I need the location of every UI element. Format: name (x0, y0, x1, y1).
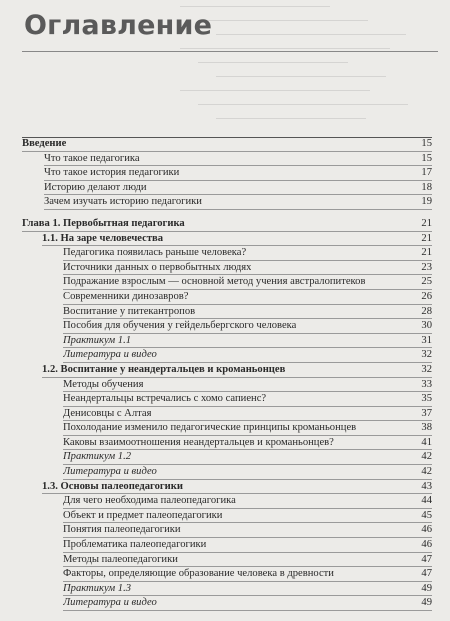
toc-entry-page: 21 (421, 232, 432, 244)
toc-entry-page: 38 (421, 422, 432, 434)
toc-entry-sub[interactable] (0, 232, 450, 247)
toc-entry-subitem[interactable] (0, 261, 450, 276)
toc-entry-subitem[interactable] (0, 378, 450, 393)
toc-entry-page: 30 (421, 320, 432, 332)
toc-entry-label: 1.1. На заре человечества (42, 232, 164, 244)
toc-entry-page: 44 (421, 495, 432, 507)
toc-entry-label: Практикум 1.1 (63, 334, 132, 346)
toc-entry-page: 45 (421, 509, 432, 521)
toc-entry-subitem[interactable] (0, 334, 450, 349)
toc-entry-page: 47 (421, 568, 432, 580)
toc-entry-label: 1.3. Основы палеопедагогики (42, 480, 183, 492)
toc-entry-subitem[interactable] (0, 523, 450, 538)
toc-entry-page: 18 (421, 181, 432, 193)
toc-entry-label: Что такое педагогика (44, 152, 140, 164)
toc-entry-section[interactable] (0, 137, 450, 152)
toc-entry-page: 19 (421, 196, 432, 208)
toc-entry-page: 49 (421, 597, 432, 609)
toc-entry-subitem[interactable] (0, 392, 450, 407)
toc-row-rule (44, 209, 432, 210)
bleed-through-line (180, 6, 330, 7)
toc-entry-page: 26 (421, 290, 432, 302)
toc-entry-item[interactable] (0, 195, 450, 210)
bleed-through-line (216, 76, 386, 77)
toc-entry-label: Подражание взрослым — основной метод учения австралопитеков (63, 276, 366, 288)
toc-entry-label: Для чего необходима палеопедагогика (63, 495, 236, 507)
toc-top-rule (22, 137, 432, 138)
toc-entry-label: Литература и видео (63, 597, 157, 609)
toc-entry-subitem[interactable] (0, 538, 450, 553)
toc-entry-subitem[interactable] (0, 465, 450, 480)
toc-entry-page: 15 (421, 152, 432, 164)
toc-entry-page: 25 (421, 276, 432, 288)
toc-entry-label: Современники динозавров? (63, 290, 189, 302)
toc-entry-sub[interactable] (0, 480, 450, 495)
toc-entry-item[interactable] (0, 152, 450, 167)
toc-gap (0, 210, 450, 217)
toc-entry-page: 23 (421, 261, 432, 273)
toc-entry-subitem[interactable] (0, 436, 450, 451)
toc-entry-subitem[interactable] (0, 494, 450, 509)
toc-entry-page: 15 (421, 138, 432, 149)
toc-entry-page: 21 (421, 247, 432, 259)
toc-entry-subitem[interactable] (0, 509, 450, 524)
toc-entry-label: Проблематика палеопедагогики (63, 539, 207, 551)
toc-entry-subitem[interactable] (0, 319, 450, 334)
toc-entry-subitem[interactable] (0, 275, 450, 290)
toc-entry-subitem[interactable] (0, 582, 450, 597)
bleed-through-line (198, 104, 408, 105)
toc-entry-label: Пособия для обучения у гейдельбергского человека (63, 320, 297, 332)
toc-entry-label: Объект и предмет палеопедагогики (63, 509, 223, 521)
toc-entry-label: Что такое история педагогики (44, 167, 180, 179)
toc-entry-item[interactable] (0, 166, 450, 181)
toc-entry-sub[interactable] (0, 363, 450, 378)
toc-entry-subitem[interactable] (0, 421, 450, 436)
toc-entry-label: Похолодание изменило педагогические принципы кроманьонцев (63, 422, 357, 434)
bleed-through-line (216, 118, 366, 119)
toc-entry-page: 33 (421, 378, 432, 390)
toc-entry-label: Денисовцы с Алтая (63, 407, 152, 419)
title-rule (22, 51, 438, 52)
toc-entry-label: Практикум 1.3 (63, 582, 132, 594)
toc-entry-label: Каковы взаимоотношения неандертальцев и кроманьонцев? (63, 436, 334, 448)
toc-entry-subitem[interactable] (0, 450, 450, 465)
toc-entry-label: Литература и видео (63, 466, 157, 478)
toc-entry-page: 42 (421, 466, 432, 478)
bleed-through-line (216, 34, 406, 35)
toc-entry-page: 21 (421, 217, 432, 229)
toc-entry-page: 49 (421, 582, 432, 594)
toc-entry-page: 17 (421, 167, 432, 179)
toc-entry-page: 47 (421, 553, 432, 565)
toc-entry-label: Практикум 1.2 (63, 451, 132, 463)
bleed-through-line (180, 48, 390, 49)
toc-entry-label: Методы палеопедагогики (63, 553, 178, 565)
table-of-contents (0, 137, 450, 611)
toc-entry-label: Литература и видео (63, 349, 157, 361)
bleed-through-line (198, 20, 368, 21)
toc-entry-page: 32 (421, 363, 432, 375)
toc-entry-subitem[interactable] (0, 596, 450, 611)
toc-entry-label: Зачем изучать историю педагогики (44, 196, 202, 208)
page-title: Оглавление (24, 10, 213, 41)
toc-entry-label: Историю делают люди (44, 181, 147, 193)
toc-entry-label: Воспитание у питекантропов (63, 305, 196, 317)
toc-entry-subitem[interactable] (0, 246, 450, 261)
toc-entry-subitem[interactable] (0, 553, 450, 568)
toc-entry-page: 46 (421, 539, 432, 551)
toc-entry-label: Педагогика появилась раньше человека? (63, 247, 247, 259)
bleed-through-line (180, 90, 370, 91)
toc-entry-page: 35 (421, 393, 432, 405)
toc-entry-page: 28 (421, 305, 432, 317)
toc-entry-subitem[interactable] (0, 290, 450, 305)
toc-entry-page: 43 (421, 480, 432, 492)
toc-entry-page: 41 (421, 436, 432, 448)
toc-entry-label: Введение (22, 138, 67, 149)
toc-entry-label: Источники данных о первобытных людях (63, 261, 252, 273)
toc-entry-item[interactable] (0, 181, 450, 196)
toc-entry-subitem[interactable] (0, 567, 450, 582)
toc-entry-label: 1.2. Воспитание у неандертальцев и кроманьонцев (42, 363, 286, 375)
toc-row-rule (63, 610, 432, 611)
toc-entry-chapter[interactable] (0, 217, 450, 232)
toc-entry-page: 46 (421, 524, 432, 536)
toc-entry-subitem[interactable] (0, 407, 450, 422)
toc-entry-label: Методы обучения (63, 378, 144, 390)
toc-entry-page: 32 (421, 349, 432, 361)
toc-entry-subitem[interactable] (0, 348, 450, 363)
bleed-through-line (198, 62, 348, 63)
toc-entry-label: Глава 1. Первобытная педагогика (22, 217, 185, 229)
toc-entry-subitem[interactable] (0, 305, 450, 320)
toc-entry-label: Факторы, определяющие образование человека в древности (63, 568, 334, 580)
toc-entry-page: 31 (421, 334, 432, 346)
toc-entry-page: 37 (421, 407, 432, 419)
toc-entry-label: Понятия палеопедагогики (63, 524, 181, 536)
toc-entry-page: 42 (421, 451, 432, 463)
toc-entry-label: Неандертальцы встречались с хомо сапиенс? (63, 393, 267, 405)
